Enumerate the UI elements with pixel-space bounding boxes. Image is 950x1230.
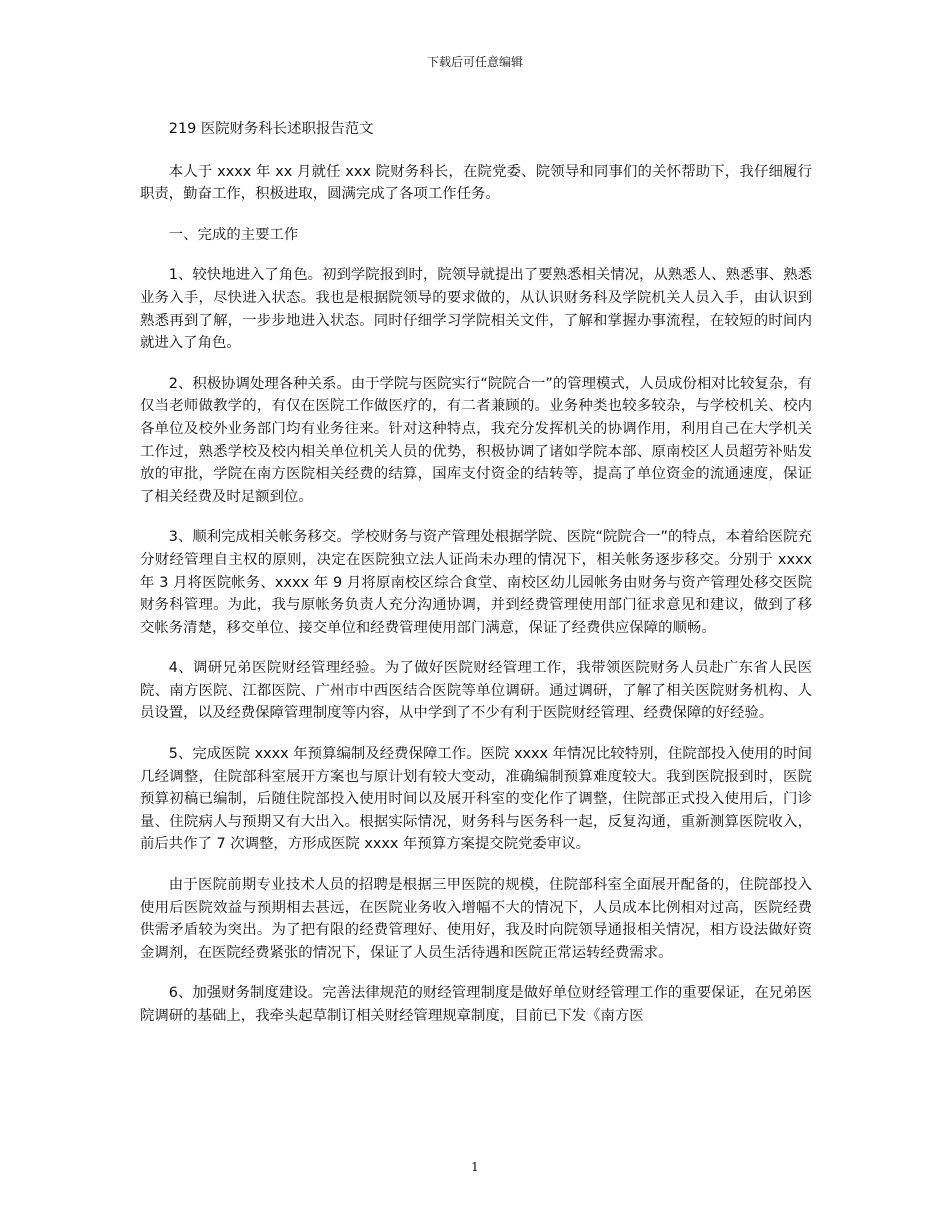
paragraph: 由于医院前期专业技术人员的招聘是根据三甲医院的规模，住院部科室全面展开配备的，住院部投入使用后医院效益与预期相去甚远，在医院业务收入增幅不大的情况下，人员成本比例相对过高，医院经费供需矛盾较为突出。为了把有限的经费管理好、使用好，我及时向院领导通报相关情况，相方设法做好资金调剂，在医院经费紧张的情况下，保证了人员生活待遇和医院正常运转经费需求。 (140, 877, 812, 961)
paragraph: 3、顺利完成相关帐务移交。学校财务与资产管理处根据学院、医院“院院合一”的特点，本着给医院充分财经管理自主权的原则，决定在医院独立法人证尚未办理的情况下，相关帐务逐步移交。分别于 xxxx 年 3 月将医院帐务、xxxx 年 9 月将原南校区综合食堂、南校区幼儿园帐务由财务与资产管理处移交医院财务科管理。为此，我与原帐务负责人充分沟通协调，并到经费管理使用部门征求意见和建议，做到了移交帐务清楚，移交单位、接交单位和经费管理使用部门满意，保证了经费供应保障的顺畅。 (140, 529, 812, 636)
document-body (140, 118, 812, 1046)
document-title: 219 医院财务科长述职报告范文 (168, 121, 374, 137)
paragraph: 本人于 xxxx 年 xx 月就任 xxx 院财务科长，在院党委、院领导和同事们的关怀帮助下，我仔细履行职责，勤奋工作，积极进取，圆满完成了各项工作任务。 (140, 163, 812, 203)
paragraph: 4、调研兄弟医院财经管理经验。为了做好医院财经管理工作，我带领医院财务人员赴广东省人民医院、南方医院、江都医院、广州市中西医结合医院等单位调研。通过调研，了解了相关医院财务机构、人员设置，以及经费保障管理制度等内容，从中学到了不少有利于医院财经管理、经费保障的好经验。 (140, 660, 812, 722)
paragraph: 1、较快地进入了角色。初到学院报到时，院领导就提出了要熟悉相关情况，从熟悉人、熟悉事、熟悉业务入手，尽快进入状态。我也是根据院领导的要求做的，从认识财务科及学院机关人员入手，由认识到熟悉再到了解，一步步地进入状态。同时仔细学习学院相关文件，了解和掌握办事流程，在较短的时间内就进入了角色。 (140, 267, 812, 352)
page-header: 下载后可任意编辑 (426, 55, 523, 69)
paragraph: 6、加强财务制度建设。完善法律规范的财经管理制度是做好单位财经管理工作的重要保证，在兄弟医院调研的基础上，我牵头起草制订相关财经管理规章制度，目前已下发《南方医 (140, 985, 812, 1024)
section-heading: 一、完成的主要工作 (168, 226, 299, 243)
paragraph: 2、积极协调处理各种关系。由于学院与医院实行“院院合一”的管理模式，人员成份相对比较复杂，有仅当老师做教学的，有仅在医院工作做医疗的，有二者兼顾的。业务种类也较多较杂，与学校机关、校内各单位及校外业务部门均有业务往来。针对这种特点，我充分发挥机关的协调作用，利用自己在大学机关工作过，熟悉学校及校内相关单位机关人员的优势，积极协调了诸如学院本部、原南校区人员超劳补贴发放的审批，学院在南方医院相关经费的结算，国库支付资金的结转等，提高了单位资金的流通速度，保证了相关经费及时足额到位。 (140, 375, 812, 505)
paragraph: 5、完成医院 xxxx 年预算编制及经费保障工作。医院 xxxx 年情况比较特别，住院部投入使用的时间几经调整，住院部科室展开方案也与原计划有较大变动，准确编制预算难度较大。我到医院报到时，医院预算初稿已编制，后随住院部投入使用时间以及展开科室的变化作了调整，住院部正式投入使用后，门诊量、住院病人与预期又有大出入。根据实际情况，财务科与医务科一起，反复沟通，重新测算医院收入，前后共作了 7 次调整，方形成医院 xxxx 年预算方案提交院党委审议。 (140, 746, 812, 853)
page-number: 1 (471, 1160, 479, 1174)
